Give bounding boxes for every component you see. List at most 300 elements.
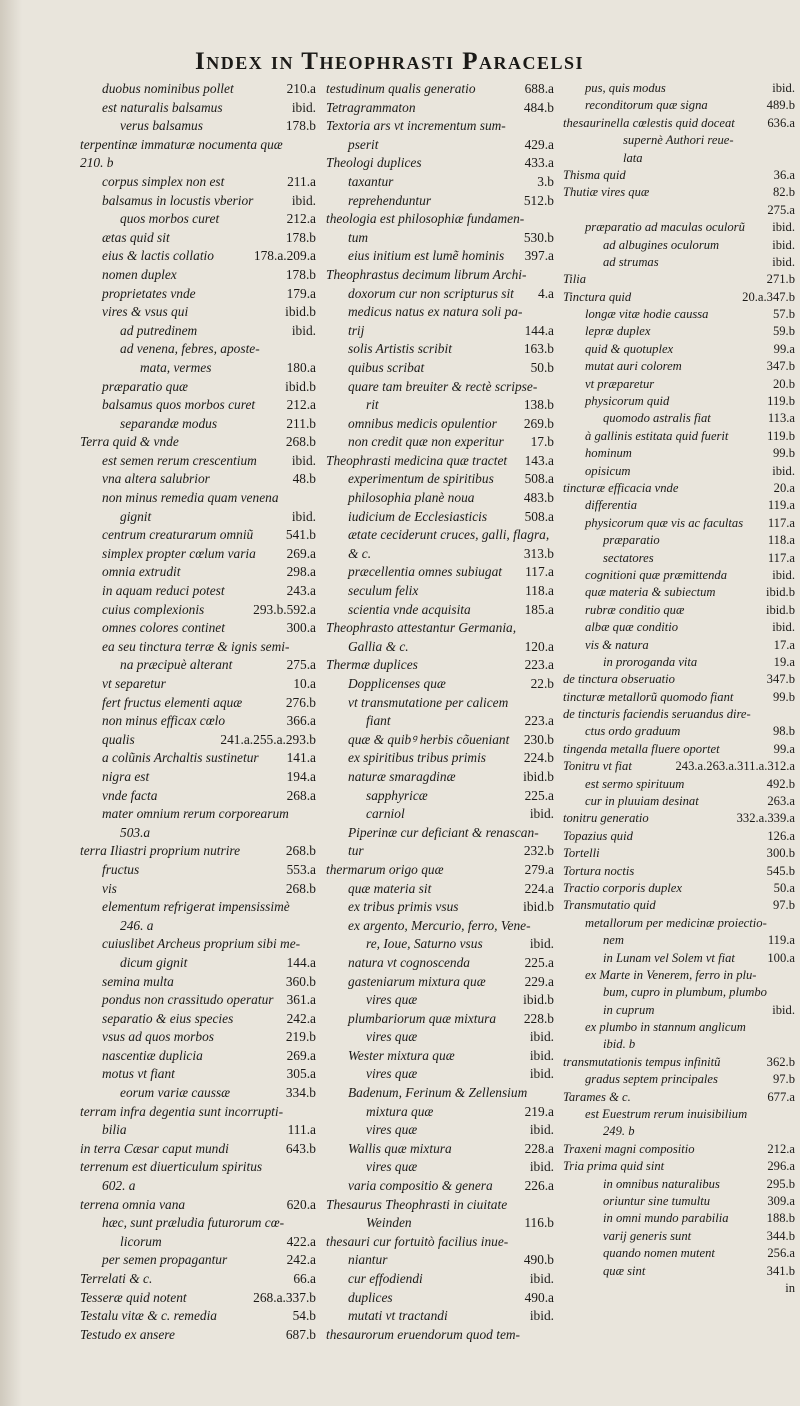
index-entry	[80, 1177, 316, 1196]
entry-page-ref: ibid.	[291, 508, 316, 524]
index-entry	[326, 396, 554, 415]
entry-page-ref: 433.a	[524, 155, 554, 171]
entry-page-ref: ibid.	[772, 254, 795, 269]
entry-page-ref: ibid.	[529, 1029, 554, 1045]
index-entry	[80, 303, 316, 322]
entry-term: Testalu vitæ & c. remedia	[80, 1308, 217, 1324]
entry-term: pus, quis modus	[585, 81, 666, 95]
index-entry	[326, 638, 554, 657]
entry-term: oriuntur sine tumultu	[603, 1194, 711, 1208]
index-entry	[326, 861, 554, 880]
entry-term: centrum creaturarum omniũ	[102, 527, 254, 543]
entry-term: bilia	[102, 1122, 127, 1138]
index-entry	[80, 917, 316, 936]
index-entry	[563, 602, 795, 619]
entry-term: dicum gignit	[120, 954, 188, 970]
entry-term: separatio & eius species	[102, 1010, 234, 1026]
index-entry	[80, 563, 316, 582]
entry-term: vna altera salubrior	[102, 471, 210, 487]
entry-term: ex argento, Mercurio, ferro, Vene-	[348, 917, 531, 933]
entry-page-ref: 223.a	[524, 713, 554, 729]
index-entry	[326, 1028, 554, 1047]
index-entry	[326, 954, 554, 973]
entry-page-ref: 243.a.263.a.311.a.312.a	[675, 759, 795, 774]
index-entry	[563, 150, 795, 167]
index-entry	[326, 1047, 554, 1066]
entry-term: tur	[348, 843, 364, 859]
entry-page-ref: 82.b	[772, 185, 795, 200]
entry-page-ref: ibid.	[291, 452, 316, 468]
entry-term: 503.a	[120, 824, 151, 840]
entry-term: vires quæ	[366, 1066, 418, 1082]
entry-term: eius initium est lumẽ hominis	[348, 248, 505, 264]
entry-term: ætas quid sit	[102, 229, 170, 245]
entry-page-ref: 117.a	[767, 550, 795, 565]
index-entry	[563, 497, 795, 514]
entry-term: lata	[623, 150, 643, 165]
index-entry	[80, 247, 316, 266]
entry-page-ref: 309.a	[767, 1194, 795, 1208]
entry-term: cur in pluuiam desinat	[585, 794, 699, 809]
entry-term: est semen rerum crescentium	[102, 452, 257, 468]
entry-term: non credit quæ non experitur	[348, 434, 504, 450]
entry-page-ref: 144.a	[524, 322, 554, 338]
entry-term: omnia extrudit	[102, 564, 181, 580]
entry-page-ref: 362.b	[766, 1054, 795, 1069]
entry-term: præparatio	[603, 533, 660, 548]
entry-term: ea seu tinctura terræ & ignis semi-	[102, 638, 290, 654]
entry-term: quos morbos curet	[120, 211, 220, 227]
index-entry	[326, 173, 554, 192]
entry-term: eorum variæ caussæ	[120, 1085, 231, 1101]
entry-page-ref: 232.b	[523, 843, 554, 859]
index-entry	[563, 984, 795, 1001]
entry-page-ref: 256.a	[767, 1246, 795, 1261]
entry-term: quibus scribat	[348, 359, 425, 375]
entry-page-ref: 553.a	[286, 861, 316, 877]
index-entry	[80, 340, 316, 359]
index-entry	[80, 1251, 316, 1270]
index-entry	[326, 675, 554, 694]
index-entry	[563, 463, 795, 480]
entry-term: hæc, sunt præludia futurorum cœ-	[102, 1215, 285, 1231]
entry-term: Tarames & c.	[563, 1089, 631, 1104]
entry-term: vsus ad quos morbos	[102, 1029, 214, 1045]
index-entry	[563, 706, 795, 723]
index-entry	[563, 167, 795, 184]
entry-page-ref: 643.b	[285, 1140, 316, 1156]
index-entry	[326, 1251, 554, 1270]
index-entry	[80, 973, 316, 992]
entry-term: nem	[603, 933, 624, 948]
entry-term: Testudo ex ansere	[80, 1326, 175, 1342]
entry-page-ref: 163.b	[523, 341, 554, 357]
index-entry	[563, 480, 795, 497]
entry-term: reconditorum quæ signa	[585, 98, 708, 113]
index-entry	[80, 1289, 316, 1308]
index-entry	[563, 1158, 795, 1175]
index-entry	[326, 1326, 554, 1345]
entry-term: physicorum quæ vis ac facultas	[585, 515, 744, 530]
index-entry	[326, 154, 554, 173]
index-entry	[326, 694, 554, 713]
entry-term: Tinctura quid	[563, 289, 632, 304]
entry-term: ex spiritibus tribus primis	[348, 750, 487, 766]
index-entry	[80, 470, 316, 489]
index-entry	[563, 445, 795, 462]
entry-term: ad strumas	[603, 254, 659, 269]
index-entry	[563, 654, 795, 671]
entry-page-ref: 100.a	[767, 950, 795, 965]
index-entry	[326, 991, 554, 1010]
entry-page-ref: ibid.b	[765, 602, 795, 617]
index-entry	[326, 917, 554, 936]
index-entry	[326, 136, 554, 155]
index-entry	[326, 1307, 554, 1326]
entry-term: Tonitru vt fiat	[563, 759, 632, 774]
index-entry	[80, 601, 316, 620]
entry-term: in omni mundo parabilia	[603, 1211, 729, 1226]
entry-term: Tortelli	[563, 846, 600, 861]
entry-term: ibid. b	[603, 1037, 636, 1052]
entry-term: seculum felix	[348, 583, 419, 599]
entry-term: Terrelati & c.	[80, 1271, 153, 1286]
index-entry	[80, 99, 316, 118]
entry-term: per semen propagantur	[102, 1252, 228, 1268]
entry-page-ref: ibid.b	[285, 304, 316, 320]
index-entry	[326, 80, 554, 99]
entry-term: motus vt fiant	[102, 1066, 175, 1082]
index-entry	[326, 973, 554, 992]
entry-term: Dopplicenses quæ	[348, 676, 446, 691]
entry-term: natura vt cognoscenda	[348, 954, 470, 970]
entry-page-ref: 298.a	[286, 564, 316, 580]
entry-term: Theophrasti medicina quæ tractet	[326, 452, 508, 468]
index-entry	[563, 723, 795, 740]
entry-term: medicus natus ex natura soli pa-	[348, 304, 523, 320]
entry-term: duobus nominibus pollet	[102, 81, 234, 96]
index-entry	[563, 115, 795, 132]
index-entry	[80, 526, 316, 545]
entry-page-ref: 118.a	[525, 583, 554, 599]
index-entry	[80, 80, 316, 99]
entry-page-ref: 296.a	[767, 1159, 795, 1174]
entry-page-ref: ibid.	[529, 1066, 554, 1082]
index-entry	[80, 452, 316, 471]
entry-term: vires quæ	[366, 992, 418, 1008]
index-entry	[563, 550, 795, 567]
entry-term: elementum refrigerat impensissimè	[102, 899, 290, 915]
index-entry	[80, 842, 316, 861]
entry-page-ref: 212.a	[286, 211, 316, 227]
index-entry	[326, 842, 554, 861]
entry-page-ref: 242.a	[286, 1252, 316, 1268]
entry-page-ref: 300.b	[766, 846, 795, 861]
entry-page-ref: 212.a	[286, 397, 316, 413]
index-entry	[563, 1019, 795, 1036]
entry-page-ref: 98.b	[772, 724, 795, 739]
entry-page-ref: 263.a	[767, 794, 795, 809]
index-entry	[326, 470, 554, 489]
entry-page-ref: ibid.	[291, 99, 316, 115]
index-entry	[80, 229, 316, 248]
entry-term: vt præparetur	[585, 376, 655, 391]
entry-term: Badenum, Ferinum & Zellensium	[348, 1085, 528, 1101]
entry-page-ref: 508.a	[524, 471, 554, 487]
entry-term: ætate ceciderunt cruces, galli, flagra,	[348, 527, 550, 543]
index-entry	[563, 428, 795, 445]
index-entry	[80, 619, 316, 638]
entry-term: plumbariorum quæ mixtura	[348, 1010, 497, 1026]
index-entry	[80, 656, 316, 675]
index-entry	[326, 880, 554, 899]
entry-term: duplices	[348, 1289, 393, 1305]
index-entry	[563, 689, 795, 706]
index-entry	[80, 396, 316, 415]
index-entry	[80, 768, 316, 787]
entry-page-ref: 228.a	[524, 1140, 554, 1156]
entry-page-ref: 636.a	[767, 115, 795, 130]
entry-term: mutat auri colorem	[585, 359, 682, 374]
entry-page-ref: 268.b	[285, 434, 316, 450]
entry-page-ref: 225.a	[524, 787, 554, 803]
entry-term: experimentum de spiritibus	[348, 471, 494, 487]
index-entry	[563, 880, 795, 897]
entry-page-ref: 97.b	[772, 898, 795, 913]
entry-term: terram infra degentia sunt incorrupti-	[80, 1103, 284, 1119]
entry-page-ref: 360.b	[285, 973, 316, 989]
entry-term: ad albugines oculorum	[603, 237, 720, 252]
entry-term: Textoria ars vt incrementum sum-	[326, 118, 506, 134]
index-entry	[80, 954, 316, 973]
entry-page-ref: 120.a	[524, 638, 554, 654]
index-entry	[563, 1002, 795, 1019]
entry-page-ref: 293.b.592.a	[253, 601, 316, 617]
entry-page-ref: 119.a	[767, 498, 795, 513]
index-entry	[326, 545, 554, 564]
entry-page-ref: 118.a	[767, 533, 795, 548]
entry-term: fiant	[366, 713, 391, 729]
index-entry	[563, 97, 795, 114]
entry-term: na præcipuè alterant	[120, 657, 233, 673]
entry-term: Wallis quæ mixtura	[348, 1140, 452, 1156]
index-entry	[80, 322, 316, 341]
entry-term: 249. b	[603, 1124, 635, 1139]
entry-term: thesaurorum eruendorum quod tem-	[326, 1326, 521, 1342]
entry-page-ref: 397.a	[524, 248, 554, 264]
index-entry	[563, 897, 795, 914]
entry-page-ref: 332.a.339.a	[736, 811, 795, 826]
entry-page-ref: 179.a	[286, 285, 316, 301]
entry-page-ref: 178.b	[285, 118, 316, 134]
entry-page-ref: 243.a	[286, 583, 316, 599]
index-column-2	[326, 80, 554, 1342]
entry-term: vt separetur	[102, 676, 166, 691]
entry-term: gignit	[120, 508, 152, 524]
entry-term: carniol	[366, 806, 405, 822]
index-entry	[563, 1089, 795, 1106]
index-entry	[326, 1010, 554, 1029]
index-entry	[326, 1214, 554, 1233]
entry-term: Tetragrammaton	[326, 99, 416, 115]
index-entry	[326, 768, 554, 787]
entry-term: vires quæ	[366, 1122, 418, 1138]
index-entry	[80, 1307, 316, 1326]
index-entry	[80, 359, 316, 378]
entry-page-ref: 17.a	[773, 637, 795, 652]
entry-page-ref: 226.a	[524, 1178, 554, 1194]
index-entry	[563, 1176, 795, 1193]
entry-term: ctus ordo graduum	[585, 724, 681, 739]
entry-term: varia compositio & genera	[348, 1178, 493, 1194]
entry-term: rubræ conditio quæ	[585, 602, 685, 617]
entry-term: hominum	[585, 446, 632, 461]
entry-page-ref: 178.b	[285, 229, 316, 245]
index-entry	[326, 303, 554, 322]
index-entry	[563, 810, 795, 827]
index-entry	[326, 656, 554, 675]
index-entry	[326, 935, 554, 954]
entry-page-ref: 113.a	[767, 411, 795, 426]
entry-page-ref: 687.b	[285, 1326, 316, 1342]
entry-page-ref: 279.a	[524, 861, 554, 877]
index-entry	[80, 1028, 316, 1047]
entry-term: 246. a	[120, 917, 154, 933]
index-entry	[80, 154, 316, 173]
entry-term: balsamus in locustis vberior	[102, 192, 254, 208]
index-entry	[326, 805, 554, 824]
index-entry	[80, 991, 316, 1010]
index-entry	[80, 935, 316, 954]
entry-page-ref: 366.a	[286, 713, 316, 729]
index-entry	[80, 1065, 316, 1084]
entry-term: corpus simplex non est	[102, 173, 225, 189]
index-entry	[563, 584, 795, 601]
index-entry	[563, 132, 795, 149]
entry-page-ref: 10.a	[293, 676, 316, 691]
index-entry	[80, 638, 316, 657]
entry-page-ref: 271.b	[766, 272, 795, 287]
index-entry	[326, 285, 554, 304]
index-entry	[563, 410, 795, 427]
entry-page-ref: 341.b	[766, 1263, 795, 1278]
entry-page-ref: 194.a	[286, 768, 316, 784]
index-entry	[563, 515, 795, 532]
entry-page-ref: 211.b	[286, 415, 316, 431]
index-entry	[80, 378, 316, 397]
index-entry	[326, 1103, 554, 1122]
entry-term: in cuprum	[603, 1002, 655, 1017]
entry-term: quando nomen mutent	[603, 1246, 715, 1261]
index-entry	[80, 731, 316, 750]
entry-page-ref: 268.b	[285, 843, 316, 859]
index-entry	[326, 489, 554, 508]
entry-page-ref: 483.b	[523, 490, 554, 506]
entry-page-ref: 344.b	[766, 1228, 795, 1243]
index-entry	[326, 99, 554, 118]
entry-page-ref: ibid.	[772, 220, 795, 235]
entry-page-ref: ibid.	[772, 620, 795, 635]
entry-term: licorum	[120, 1233, 162, 1249]
entry-term: quare tam breuiter & rectè scripse-	[348, 378, 538, 394]
entry-term: vires quæ	[366, 1159, 418, 1175]
entry-term: ad venena, febres, aposte-	[120, 341, 260, 357]
entry-term: rit	[366, 397, 379, 413]
entry-term: transmutationis tempus infinitũ	[563, 1054, 721, 1069]
entry-term: quæ sint	[603, 1263, 646, 1278]
entry-page-ref: 268.a	[286, 787, 316, 803]
entry-page-ref: 138.b	[523, 397, 554, 413]
entry-page-ref: 188.b	[766, 1211, 795, 1226]
entry-term: & c.	[348, 545, 372, 561]
entry-term: Topazius quid	[563, 828, 633, 843]
entry-term: tonitru generatio	[563, 811, 649, 826]
index-entry	[80, 712, 316, 731]
entry-page-ref: ibid.	[529, 936, 554, 952]
entry-page-ref: 300.a	[286, 620, 316, 636]
entry-page-ref: 143.a	[524, 452, 554, 468]
entry-page-ref: 347.b	[766, 359, 795, 374]
entry-page-ref: 512.b	[523, 192, 554, 208]
entry-term: solis Artistis scribit	[348, 341, 452, 357]
entry-term: Thermæ duplices	[326, 657, 418, 673]
index-entry	[80, 1214, 316, 1233]
index-entry	[326, 210, 554, 229]
entry-term: niantur	[348, 1252, 388, 1268]
entry-term: ex tribus primis vsus	[348, 899, 459, 915]
entry-page-ref: 17.b	[530, 434, 554, 450]
index-entry	[563, 637, 795, 654]
entry-term: gradus septem principales	[585, 1072, 718, 1087]
index-entry	[80, 1270, 316, 1289]
entry-page-ref: 225.a	[524, 954, 554, 970]
index-entry	[326, 787, 554, 806]
index-entry	[326, 1140, 554, 1159]
entry-term: omnibus medicis opulentior	[348, 415, 497, 431]
entry-page-ref: 361.a	[286, 992, 316, 1008]
entry-term: vires quæ	[366, 1029, 418, 1045]
entry-page-ref: ibid.b	[523, 768, 554, 784]
entry-page-ref: 97.b	[772, 1072, 795, 1087]
entry-term: mutati vt tractandi	[348, 1308, 448, 1324]
entry-term: proprietates vnde	[102, 285, 196, 301]
index-entry	[326, 582, 554, 601]
entry-term: cur effodiendi	[348, 1271, 423, 1286]
index-entry	[80, 117, 316, 136]
entry-term: terra Iliastri proprium nutrire	[80, 843, 241, 859]
entry-page-ref: 269.a	[286, 1047, 316, 1063]
entry-page-ref: 269.b	[523, 415, 554, 431]
entry-term: metallorum per medicinæ proiectio-	[585, 915, 767, 930]
index-entry	[80, 749, 316, 768]
entry-page-ref: 20.b	[772, 376, 795, 391]
entry-term: Gallia & c.	[348, 638, 409, 654]
entry-term: iudicium de Ecclesiasticis	[348, 508, 488, 524]
page-header: Index in Theophrasti Paracelsi	[195, 48, 585, 75]
index-entry	[80, 266, 316, 285]
entry-term: longæ vitæ hodie caussa	[585, 307, 709, 322]
entry-term: vis	[102, 880, 117, 896]
entry-term: cuius complexionis	[102, 601, 205, 617]
entry-term: verus balsamus	[120, 118, 203, 134]
entry-page-ref: ibid.	[529, 1122, 554, 1138]
entry-term: vires & vsus qui	[102, 304, 189, 320]
entry-page-ref: 20.a.347.b	[742, 289, 795, 304]
index-entry	[326, 619, 554, 638]
entry-page-ref: ibid.	[529, 1047, 554, 1063]
entry-term: vis & natura	[585, 637, 649, 652]
index-entry	[563, 1210, 795, 1227]
